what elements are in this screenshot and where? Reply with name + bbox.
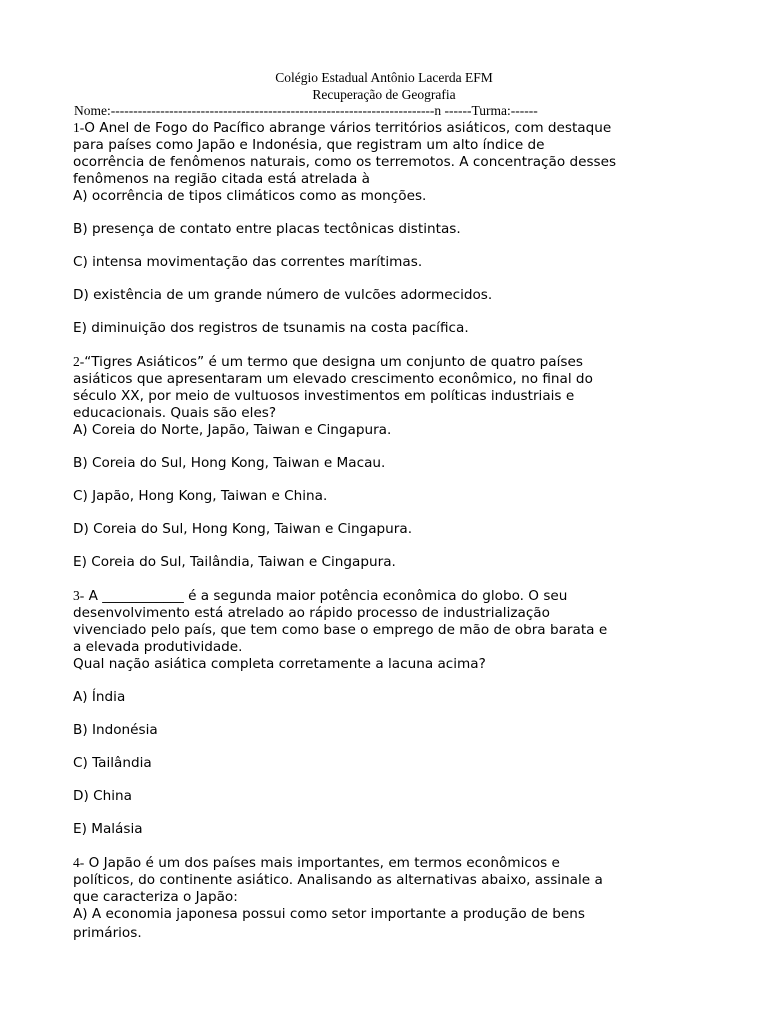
question-text-line: a elevada produtividade. — [73, 639, 243, 655]
option-c: C) intensa movimentação das correntes marítimas. — [73, 254, 423, 270]
question-text-line: asiáticos que apresentaram um elevado crescimento econômico, no final do — [73, 371, 593, 387]
option-a: A) Coreia do Norte, Japão, Taiwan e Cingapura. — [73, 422, 392, 438]
question-number: 3- — [73, 588, 85, 603]
option-c: C) Japão, Hong Kong, Taiwan e China. — [73, 488, 328, 504]
option-b: B) Indonésia — [73, 722, 158, 738]
question-3 — [73, 587, 695, 838]
question-text-line: desenvolvimento está atrelado ao rápido processo de industrialização — [73, 605, 550, 621]
question-text-line: “Tigres Asiáticos” é um termo que designa um conjunto de quatro países — [84, 354, 583, 370]
school-name: Colégio Estadual Antônio Lacerda EFM — [275, 70, 493, 85]
question-text-line: O Japão é um dos países mais importantes, em termos econômicos e — [84, 855, 560, 871]
option-d: D) existência de um grande número de vulcões adormecidos. — [73, 287, 493, 303]
option-e: E) Coreia do Sul, Tailândia, Taiwan e Cingapura. — [73, 554, 396, 570]
option-a: A) Índia — [73, 689, 126, 705]
question-text-line: A ____________ é a segunda maior potência econômica do globo. O seu — [84, 588, 568, 604]
option-d: D) Coreia do Sul, Hong Kong, Taiwan e Cingapura. — [73, 521, 413, 537]
question-2 — [73, 353, 695, 571]
option-a-continuation: primários. — [73, 925, 142, 941]
option-a: A) ocorrência de tipos climáticos como as monções. — [73, 188, 427, 204]
option-a: A) A economia japonesa possui como setor importante a produção de bens — [73, 906, 585, 922]
option-c: C) Tailândia — [73, 755, 152, 771]
option-b: B) presença de contato entre placas tectônicas distintas. — [73, 221, 461, 237]
question-text-line: que caracteriza o Japão: — [73, 889, 238, 905]
question-text-line: vivenciado pelo país, que tem como base o emprego de mão de obra barata e — [73, 622, 608, 638]
question-text-line: século XX, por meio de vultuosos investimentos em políticas industriais e — [73, 388, 575, 404]
question-text-line: educacionais. Quais são eles? — [73, 405, 277, 421]
question-number: 2- — [73, 354, 85, 369]
question-text-line: O Anel de Fogo do Pacífico abrange vários territórios asiáticos, com destaque — [84, 120, 612, 136]
question-text-line: Qual nação asiática completa corretamente a lacuna acima? — [73, 656, 486, 672]
option-e: E) diminuição dos registros de tsunamis na costa pacífica. — [73, 320, 469, 336]
question-number: 1- — [73, 120, 85, 135]
document-subject: Recuperação de Geografia — [312, 87, 456, 102]
question-text-line: fenômenos na região citada está atrelada à — [73, 171, 370, 187]
question-text-line: ocorrência de fenômenos naturais, como os terremotos. A concentração desses — [73, 154, 617, 170]
question-4 — [73, 854, 695, 942]
question-number: 4- — [73, 855, 85, 870]
name-class-line: Nome:------------------------------------------------------------------------n ------Turma:------ — [74, 103, 538, 118]
option-d: D) China — [73, 788, 132, 804]
question-text-line: políticos, do continente asiático. Analisando as alternativas abaixo, assinale a — [73, 872, 603, 888]
question-text-line: para países como Japão e Indonésia, que registram um alto índice de — [73, 137, 545, 153]
option-e: E) Malásia — [73, 821, 143, 837]
questions — [73, 119, 695, 942]
option-b: B) Coreia do Sul, Hong Kong, Taiwan e Macau. — [73, 455, 386, 471]
question-1 — [73, 119, 695, 337]
